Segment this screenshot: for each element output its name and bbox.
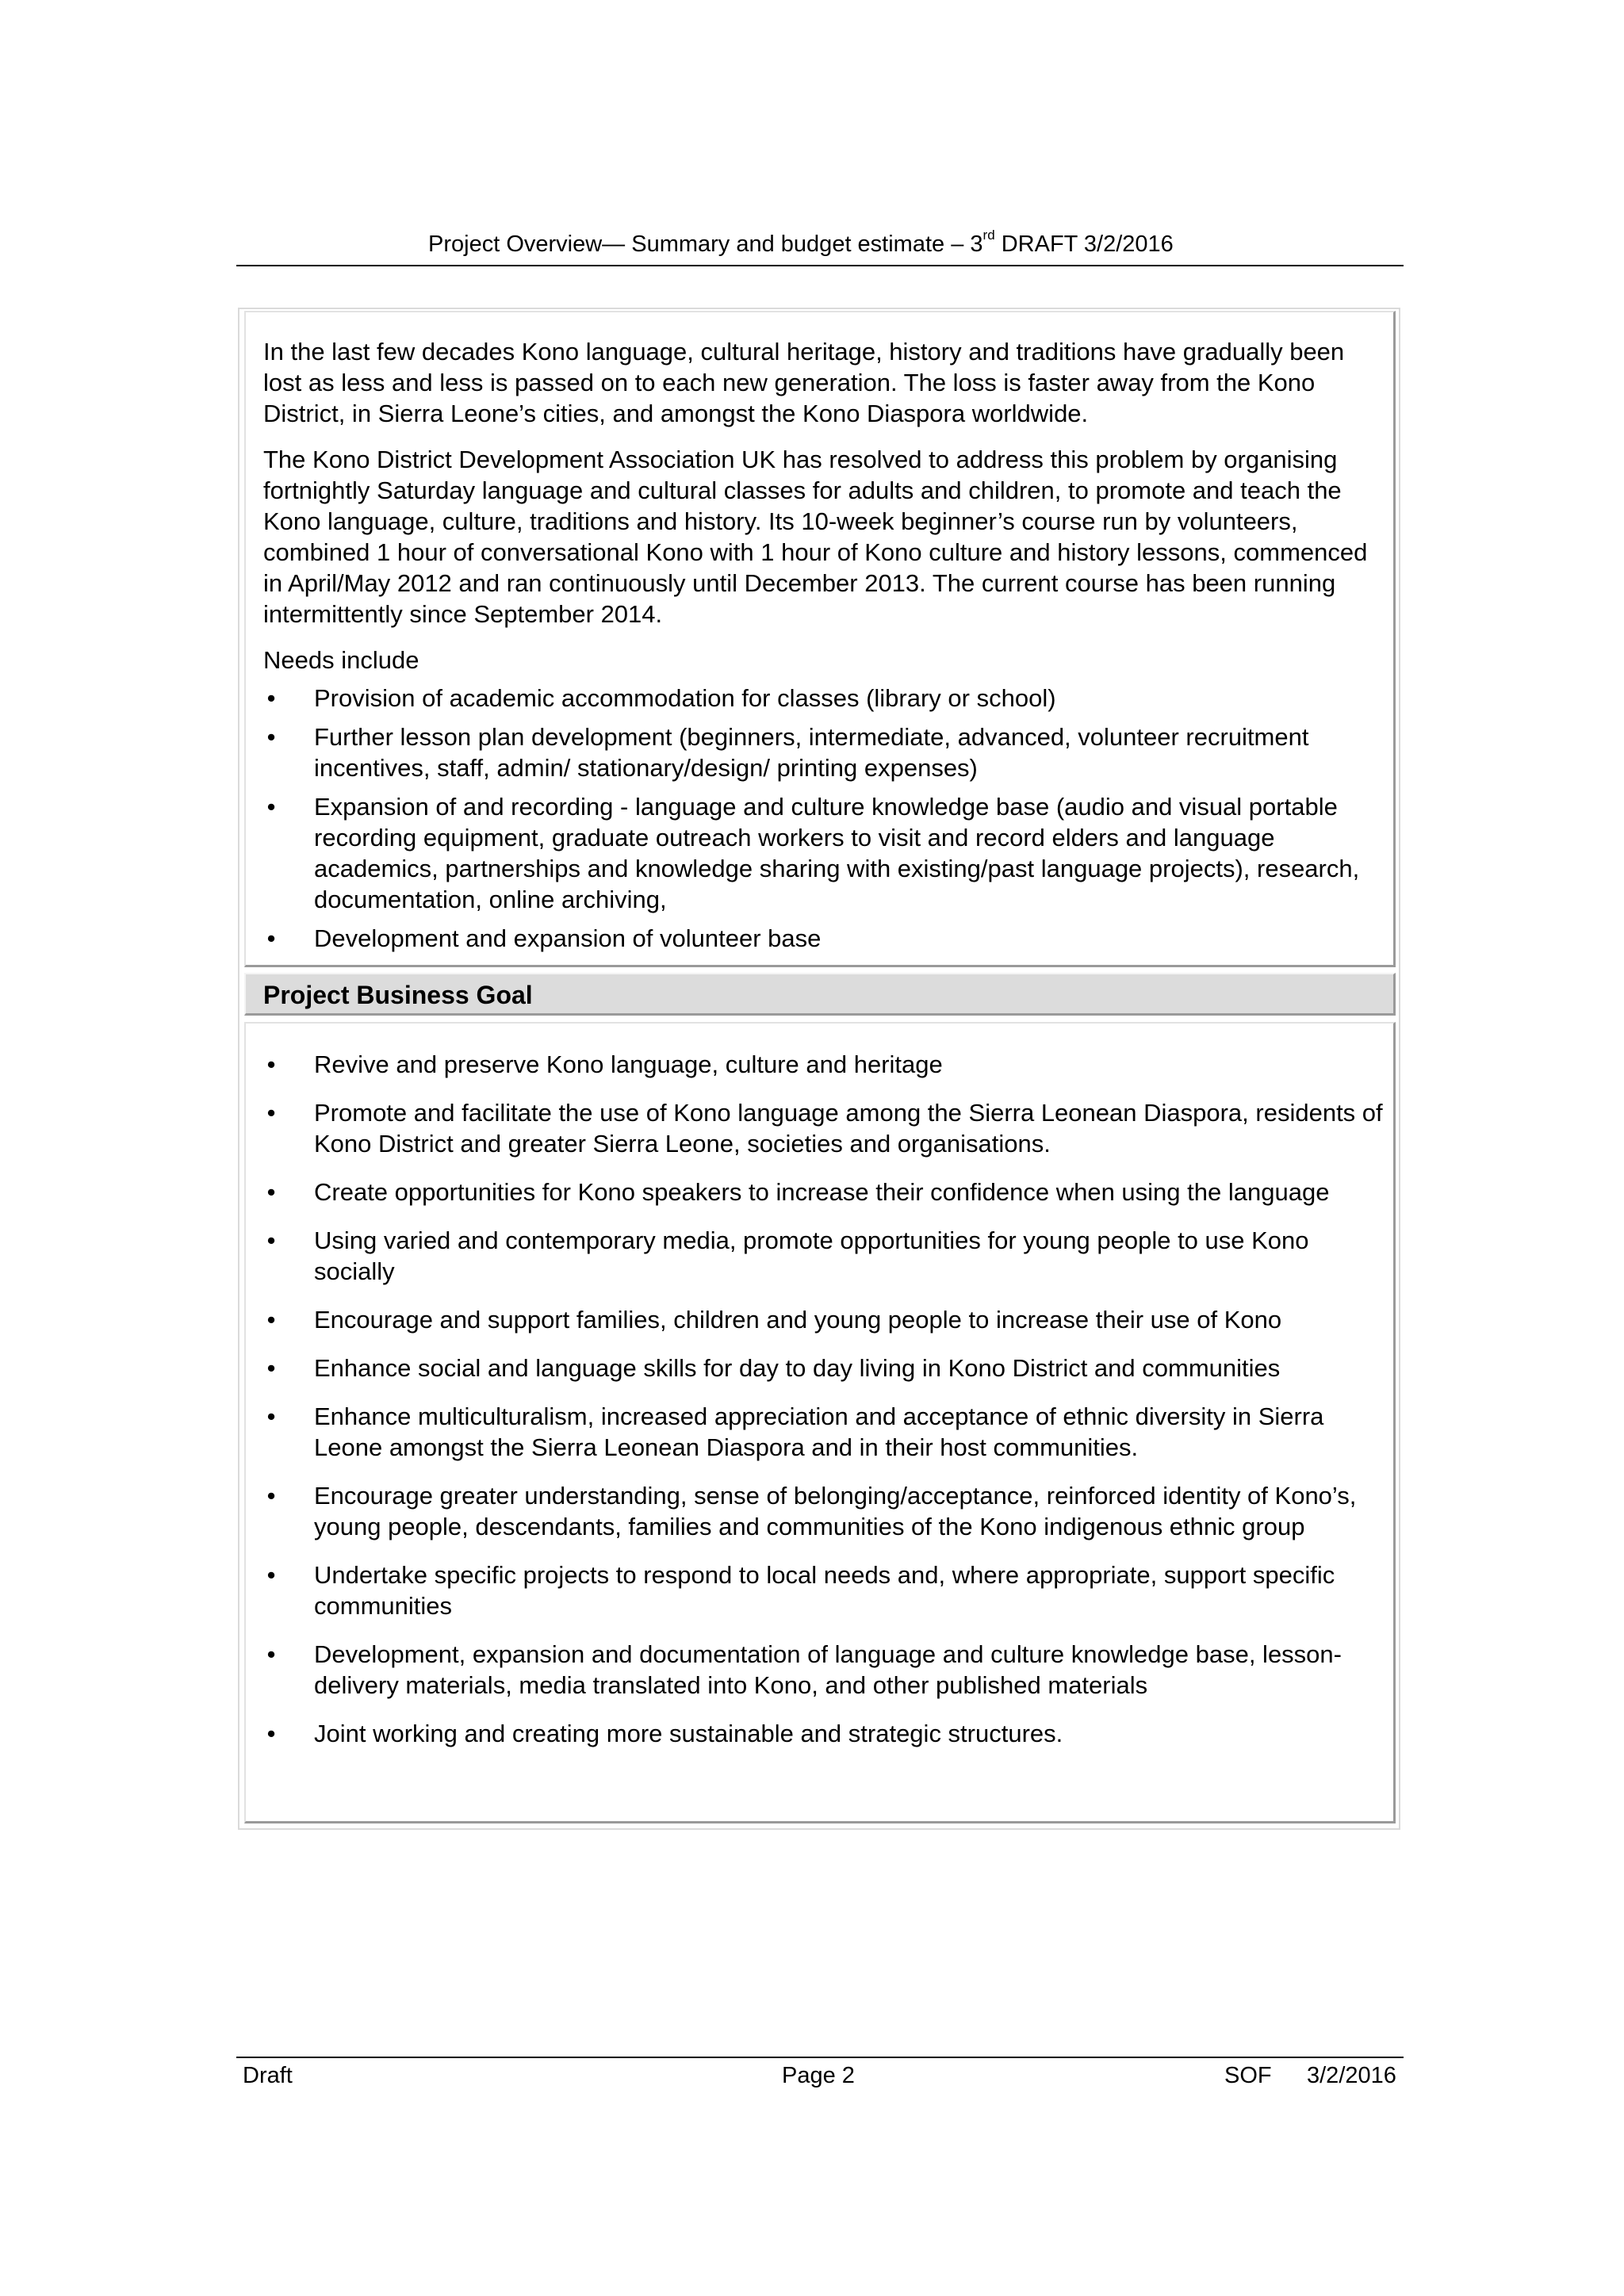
goal-item-text: Enhance multiculturalism, increased appreciation and acceptance of ethnic diversity in Sierra Leone amongst the Sierra Leonean Diaspora and in their host communities. bbox=[314, 1402, 1324, 1461]
list-item bbox=[263, 1097, 1389, 1159]
list-item bbox=[263, 1177, 1389, 1207]
bullet-icon: • bbox=[266, 1640, 276, 1668]
goal-section-header bbox=[244, 973, 1396, 1016]
page-footer bbox=[236, 2057, 1404, 2090]
bullet-icon: • bbox=[266, 1306, 276, 1334]
footer-page-number: Page 2 bbox=[782, 2063, 855, 2088]
bullet-icon: • bbox=[266, 723, 276, 751]
list-item bbox=[263, 721, 1389, 783]
bullet-icon: • bbox=[266, 924, 276, 952]
list-item bbox=[263, 923, 1389, 954]
footer-author: SOF bbox=[1224, 2063, 1272, 2088]
needs-item-text: Provision of academic accommodation for classes (library or school) bbox=[314, 684, 1056, 712]
header-title-superscript: rd bbox=[982, 228, 995, 243]
bullet-icon: • bbox=[266, 1226, 276, 1254]
goal-item-text: Promote and facilitate the use of Kono language among the Sierra Leonean Diaspora, residents of Kono District and greater Sierra Leone, societies and organisations. bbox=[314, 1099, 1383, 1158]
list-item bbox=[263, 1718, 1389, 1749]
bullet-icon: • bbox=[266, 1402, 276, 1430]
goal-list bbox=[263, 1049, 1389, 1766]
header-title-date: DRAFT 3/2/2016 bbox=[994, 232, 1174, 257]
intro-paragraph-1: In the last few decades Kono language, cultural heritage, history and traditions have gradually been lost as less and less is passed on to each new generation. The loss is faster away from the Kono District, in Sierra Leone’s cities, and amongst the Kono Diaspora worldwide. bbox=[263, 338, 1345, 427]
needs-list bbox=[263, 683, 1389, 962]
goal-item-text: Joint working and creating more sustainable and strategic structures. bbox=[314, 1720, 1063, 1747]
footer-date: 3/2/2016 bbox=[1307, 2063, 1396, 2088]
list-item bbox=[263, 1353, 1389, 1383]
goal-item-text: Create opportunities for Kono speakers to increase their confidence when using the language bbox=[314, 1178, 1330, 1206]
needs-item-text: Further lesson plan development (beginners, intermediate, advanced, volunteer recruitment incentives, staff, admin/ stationary/design/ printing expenses) bbox=[314, 723, 1309, 782]
list-item bbox=[263, 1639, 1389, 1701]
list-item bbox=[263, 1304, 1389, 1335]
footer-draft-label: Draft bbox=[243, 2063, 293, 2088]
goal-item-text: Encourage and support families, children and young people to increase their use of Kono bbox=[314, 1306, 1282, 1334]
list-item bbox=[263, 1559, 1389, 1621]
goal-item-text: Undertake specific projects to respond to local needs and, where appropriate, support specific communities bbox=[314, 1561, 1335, 1620]
needs-item-text: Development and expansion of volunteer base bbox=[314, 924, 822, 952]
goal-item-text: Development, expansion and documentation of language and culture knowledge base, lesson-delivery materials, media translated into Kono, and other published materials bbox=[314, 1640, 1342, 1699]
bullet-icon: • bbox=[266, 1099, 276, 1127]
intro-paragraph-2: The Kono District Development Association UK has resolved to address this problem by organising fortnightly Saturday language and cultural classes for adults and children, to promote and teach the Kono language, culture, traditions and history. Its 10-week beginner’s course run by volunteers, combined 1 hour of conversational Kono with 1 hour of Kono culture and history lessons, commenced in April/May 2012 and ran continuously until December 2013. The current course has been running intermittently since September 2014. bbox=[263, 446, 1368, 628]
bullet-icon: • bbox=[266, 1720, 276, 1747]
needs-heading: Needs include bbox=[263, 646, 419, 674]
bullet-icon: • bbox=[266, 793, 276, 821]
list-item bbox=[263, 683, 1389, 714]
bullet-icon: • bbox=[266, 1482, 276, 1510]
goal-item-text: Revive and preserve Kono language, culture and heritage bbox=[314, 1050, 943, 1078]
bullet-icon: • bbox=[266, 1354, 276, 1382]
bullet-icon: • bbox=[266, 1561, 276, 1589]
goal-item-text: Encourage greater understanding, sense of belonging/acceptance, reinforced identity of Kono’s, young people, descendants, families and communities of the Kono indigenous ethnic group bbox=[314, 1482, 1357, 1540]
bullet-icon: • bbox=[266, 684, 276, 712]
list-item bbox=[263, 1049, 1389, 1080]
goal-section-title: Project Business Goal bbox=[263, 981, 533, 1009]
list-item bbox=[263, 1480, 1389, 1542]
list-item bbox=[263, 1401, 1389, 1463]
bullet-icon: • bbox=[266, 1050, 276, 1078]
list-item bbox=[263, 1225, 1389, 1287]
bullet-icon: • bbox=[266, 1178, 276, 1206]
goal-item-text: Enhance social and language skills for day to day living in Kono District and communities bbox=[314, 1354, 1281, 1382]
page-header bbox=[236, 230, 1404, 266]
list-item bbox=[263, 791, 1389, 915]
header-title bbox=[428, 230, 1174, 258]
needs-item-text: Expansion of and recording - language and culture knowledge base (audio and visual portable recording equipment, graduate outreach workers to visit and record elders and language academics, partnerships and knowledge sharing with existing/past language projects), research, documentation, online archiving, bbox=[314, 793, 1360, 913]
goal-item-text: Using varied and contemporary media, promote opportunities for young people to use Kono socially bbox=[314, 1226, 1309, 1285]
header-title-main: Project Overview— Summary and budget estimate – 3 bbox=[428, 232, 983, 257]
